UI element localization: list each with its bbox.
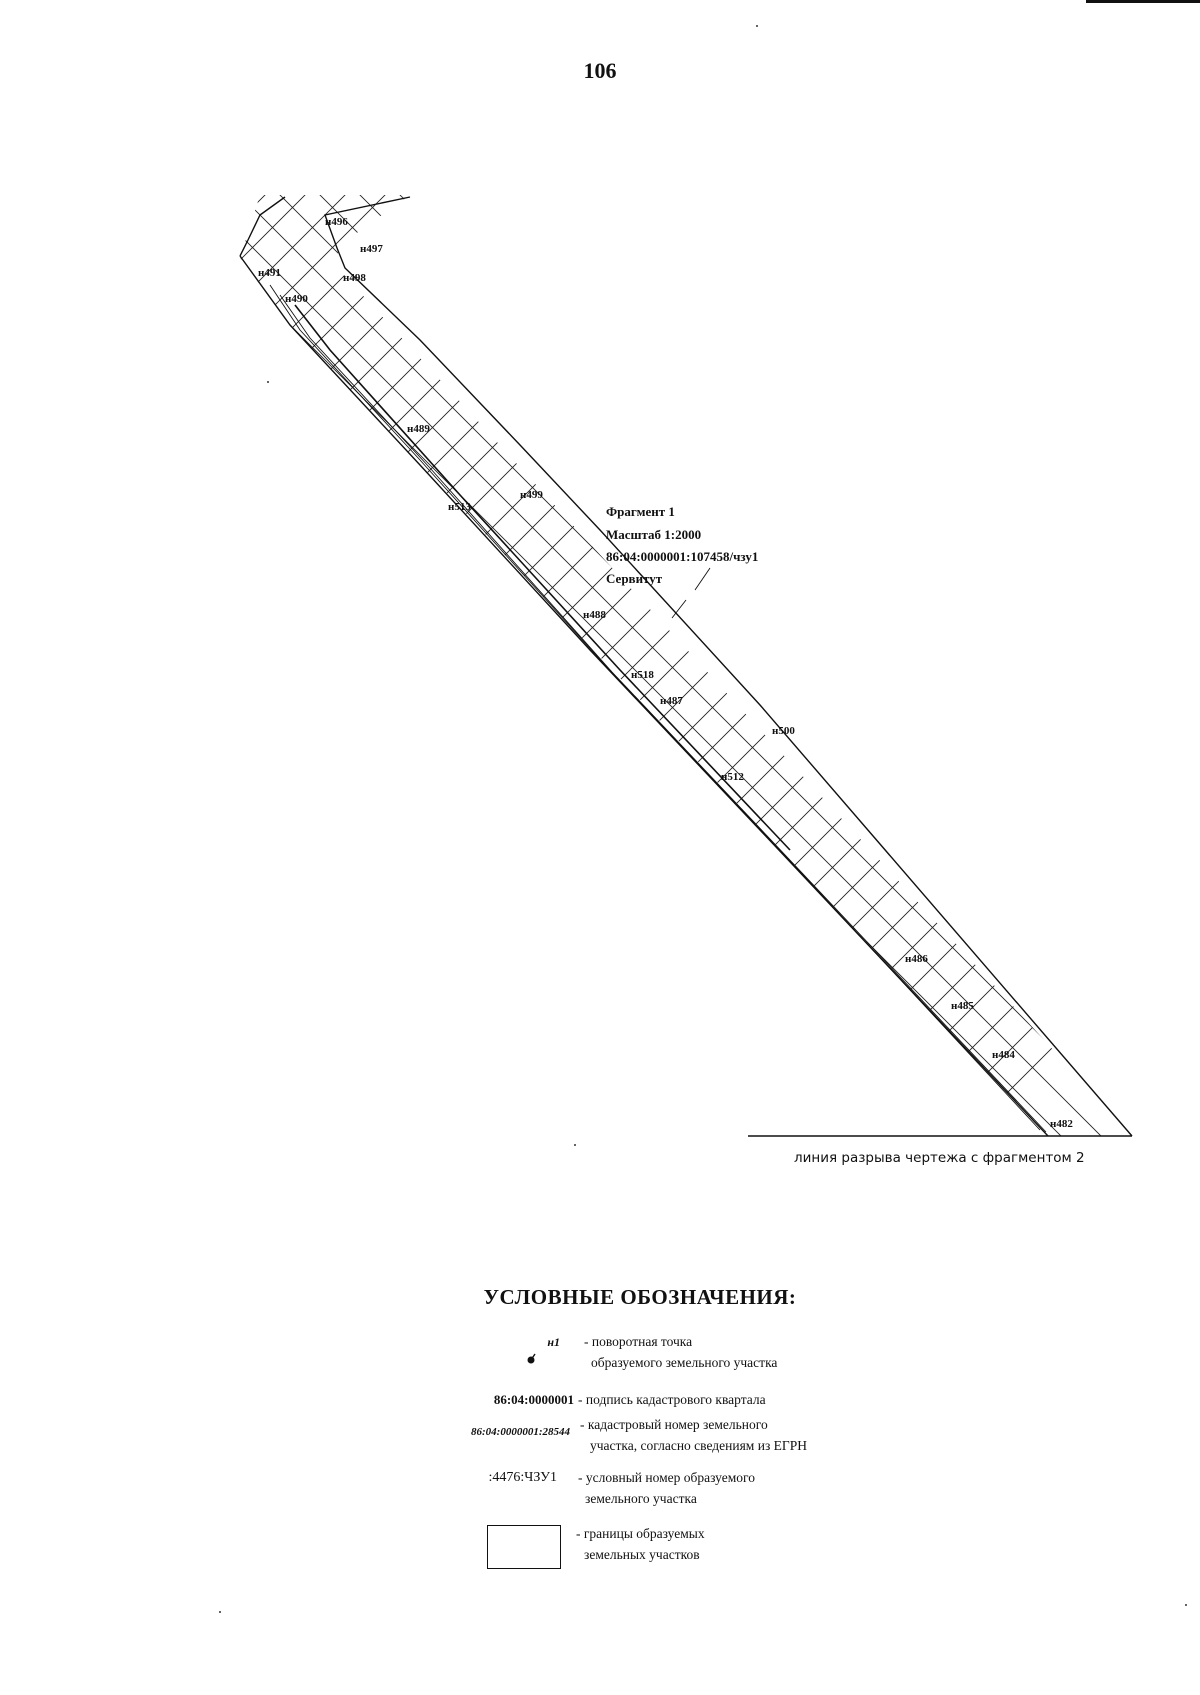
fragment-cadastral-number: 86:04:0000001:107458/чзу1	[606, 549, 759, 564]
legend-desc: участка, согласно сведениям из ЕГРН	[590, 1438, 807, 1453]
scan-specks	[219, 25, 1187, 1613]
fragment-title: Фрагмент 1	[606, 504, 675, 519]
legend-desc: - условный номер образуемого	[578, 1470, 755, 1485]
legend-desc: - поворотная точка	[584, 1334, 693, 1349]
legend-desc: земельного участка	[585, 1491, 697, 1506]
legend-desc: земельных участков	[584, 1547, 700, 1562]
point-label: н500	[772, 725, 795, 737]
legend-symbol-conditional-number: :4476:ЧЗУ1	[488, 1470, 557, 1485]
point-label: н497	[360, 243, 383, 255]
point-label: н485	[951, 1000, 974, 1012]
break-line-label: линия разрыва чертежа с фрагментом 2	[794, 1150, 1085, 1166]
fragment-scale: Масштаб 1:2000	[606, 527, 702, 542]
legend-desc: - кадастровый номер земельного	[580, 1417, 768, 1432]
legend-symbol-cadastral-number: 86:04:0000001:28544	[471, 1426, 570, 1438]
legend-desc: образуемого земельного участка	[591, 1355, 778, 1370]
point-label: н486	[905, 953, 928, 965]
point-label: н496	[325, 216, 348, 228]
fragment-caption	[606, 504, 758, 586]
servitude-boundary	[240, 197, 1132, 1136]
legend-title: УСЛОВНЫЕ ОБОЗНАЧЕНИЯ:	[483, 1285, 797, 1309]
point-label: н484	[992, 1049, 1015, 1061]
point-label: н489	[407, 423, 430, 435]
point-label: н491	[258, 267, 281, 279]
page-number: 106	[583, 58, 617, 83]
fragment-type: Сервитут	[606, 571, 663, 586]
boundary-symbol-icon	[487, 1525, 561, 1569]
legend-desc: - границы образуемых	[576, 1526, 705, 1541]
legend-symbol-quarter: 86:04:0000001	[493, 1392, 574, 1407]
legend-symbol-point-label: н1	[547, 1335, 560, 1349]
legend-desc: - подпись кадастрового квартала	[578, 1392, 766, 1407]
point-label: н513	[448, 501, 471, 513]
point-label: н482	[1050, 1118, 1073, 1130]
fragment-leader	[672, 568, 710, 618]
turning-point-icon	[523, 1352, 539, 1368]
point-label: н498	[343, 272, 366, 284]
point-label: н488	[583, 609, 606, 621]
turning-point-labels	[258, 216, 1073, 1130]
point-label: н512	[721, 771, 744, 783]
point-label: н490	[285, 293, 308, 305]
point-label: н499	[520, 489, 543, 501]
point-label: н518	[631, 669, 654, 681]
point-label: н487	[660, 695, 683, 707]
